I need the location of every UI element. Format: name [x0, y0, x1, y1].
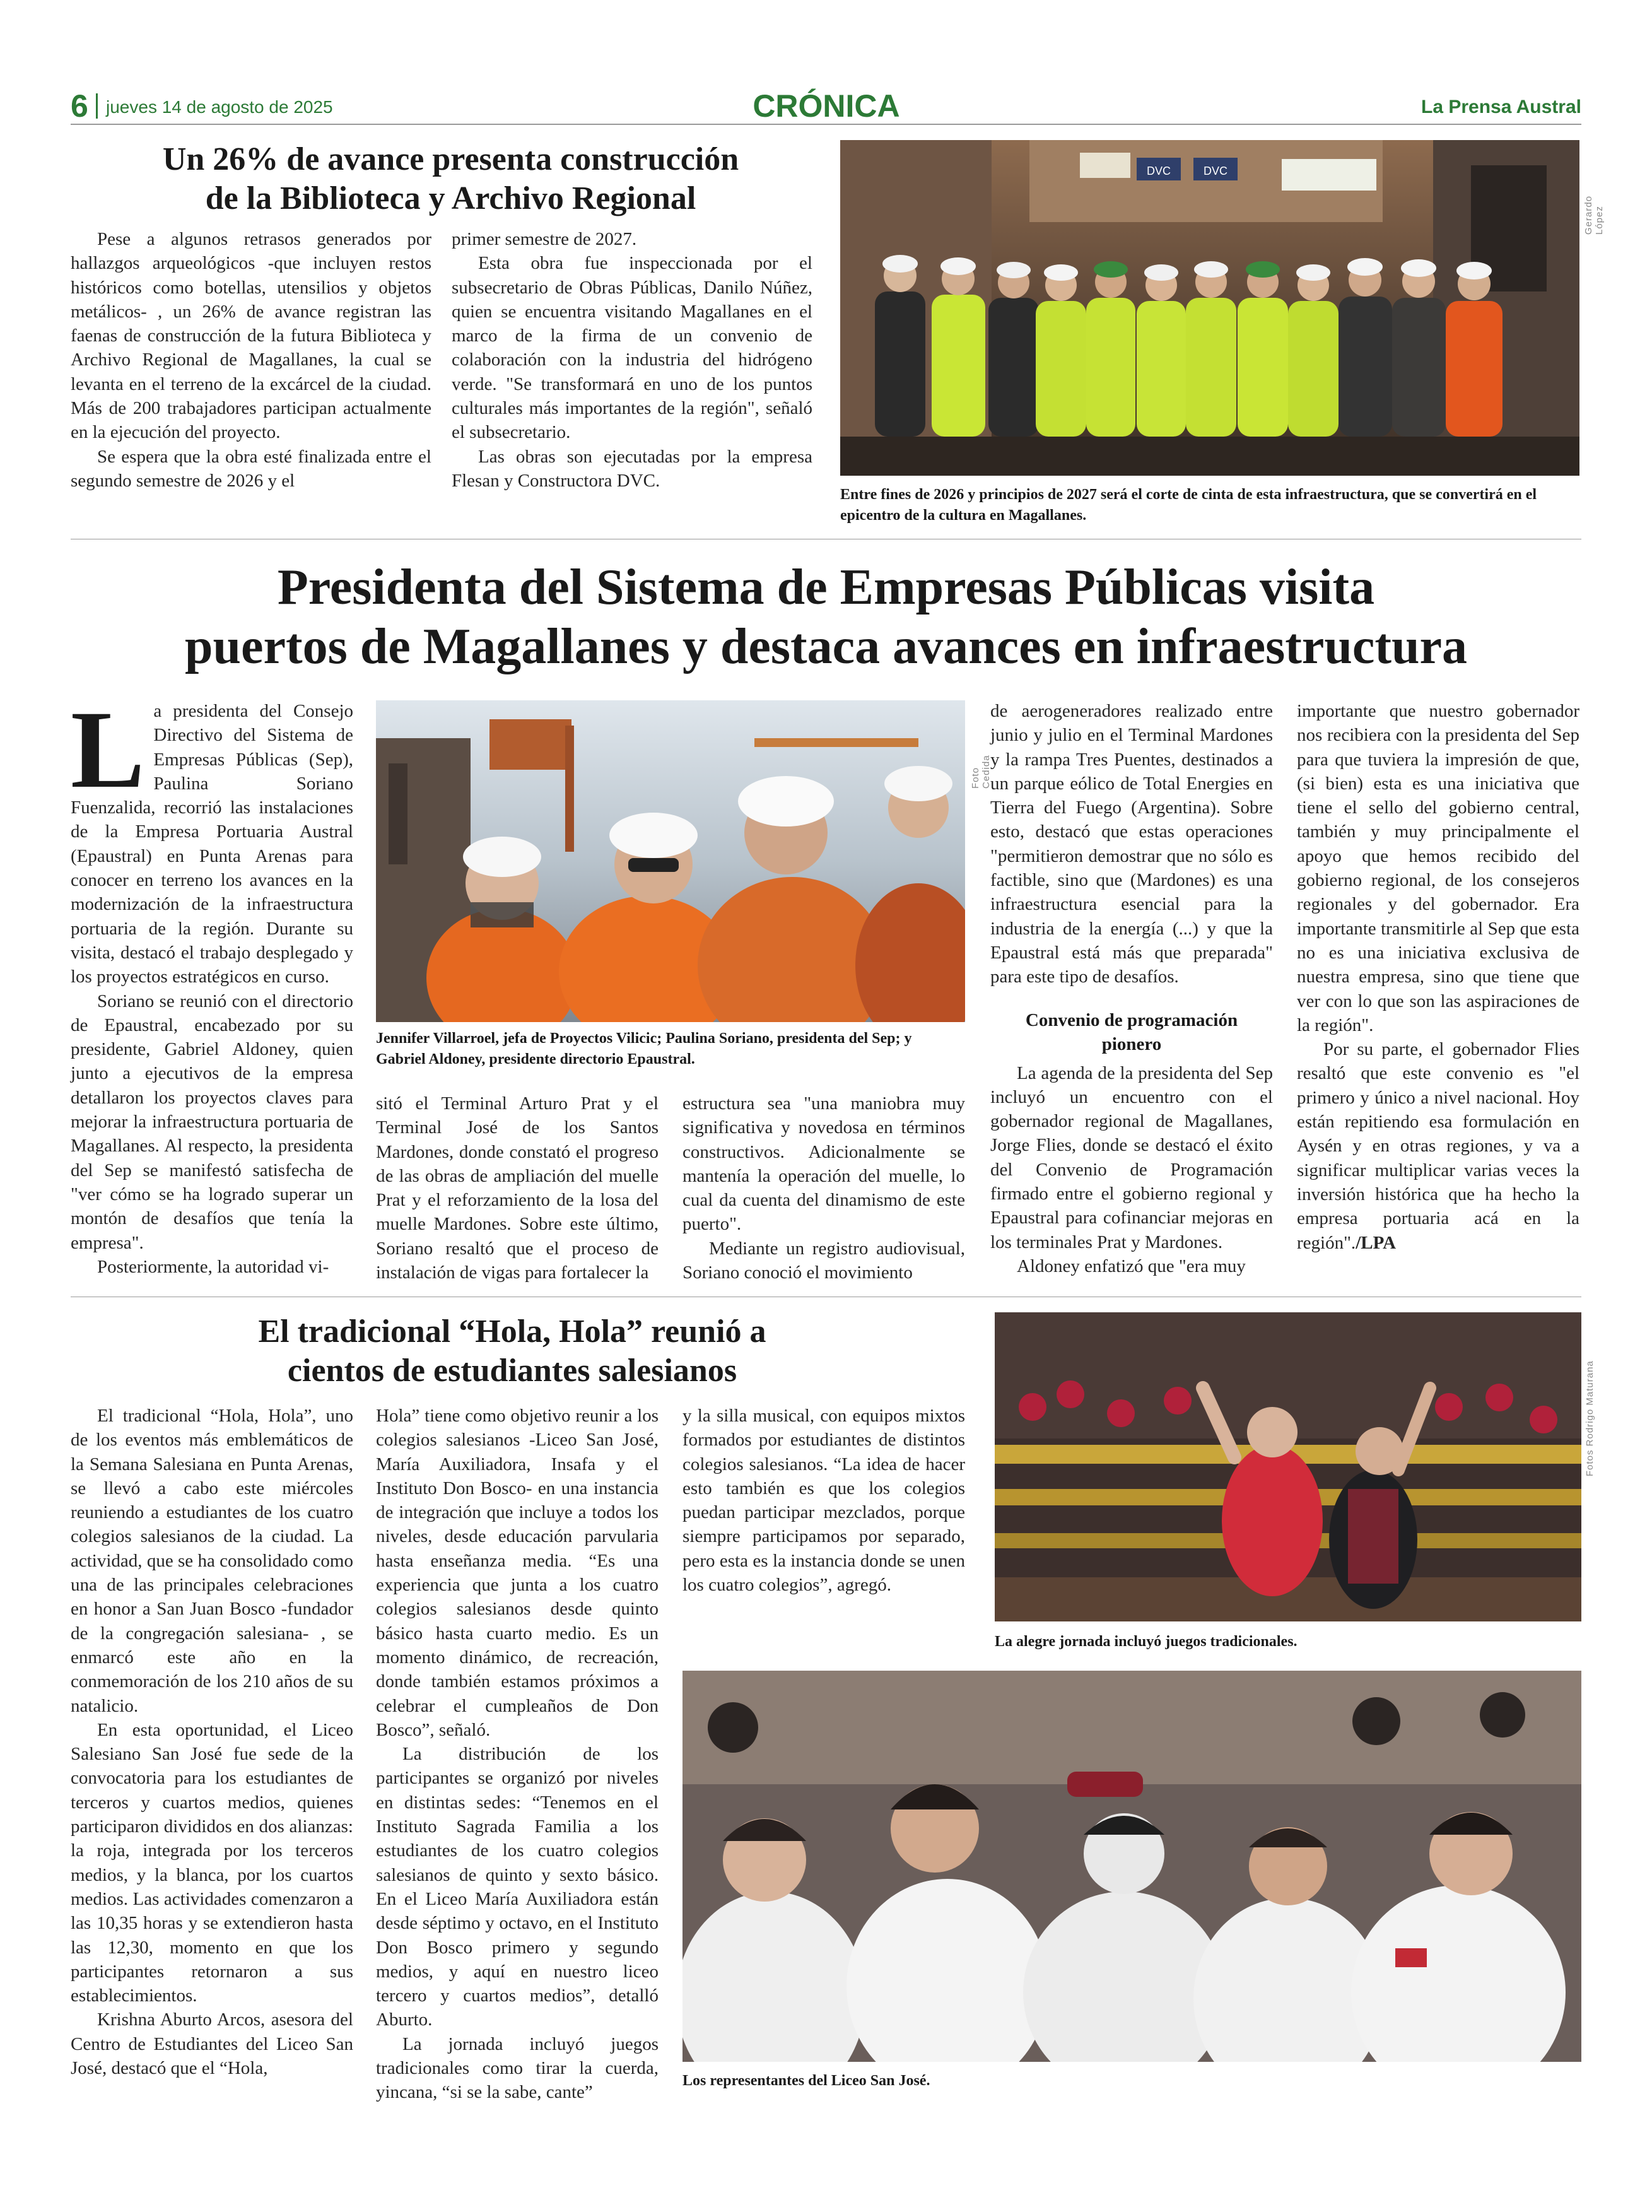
paragraph: Por su parte, el gobernador Flies resaltó que este convenio es "el primero y único a nivel nacional. Hoy están repitiendo esa formulación en Aysén y en otras regiones, y va a significar multiplicar varias veces la inversión histórica que ha hecho la empresa portuaria acá en la región"./LPA [1297, 1039, 1579, 1253]
article3-column-2 [376, 1404, 659, 2105]
paragraph: y la silla musical, con equipos mixtos formados por estudiantes de distintos colegios salesianos. “La idea de hacer esto también es que los colegios puedan participar mezclados, porque siempre participamos por separado, pero esta es la instancia donde se unen los cuatro colegios”, agregó. [682, 1406, 965, 1596]
lead-paragraph: La presidenta del Consejo Directivo del Sistema de Empresas Públicas (Sep), Paulina Soriano Fuenzalida, recorrió las instalaciones de la Empresa Portuaria Austral (Epaustral) en Punta Arenas para conocer en terreno los avances en la modernización de la infraestructura portuaria de la región. Durante su visita, destacó el trabajo desplegado y los proyectos estratégicos en curso. [71, 688, 353, 987]
paragraph: sitó el Terminal Arturo Prat y el Terminal José de los Santos Mardones, donde constató el progreso de las obras de ampliación del muelle Prat y el reforzamiento de la losa del muelle Mardones. Sobre este último, Soriano resaltó que el proceso de instalación de vigas para fortalecer la [376, 1093, 659, 1283]
paragraph: Se espera que la obra esté finalizada entre el segundo semestre de 2026 y el [71, 446, 431, 491]
paragraph: Krishna Aburto Arcos, asesora del Centro de Estudiantes del Liceo San José, destacó que el “Hola, [71, 2009, 353, 2079]
article1-photo-workers [840, 140, 1579, 476]
section-name: CRÓNICA [753, 88, 900, 124]
page-number: 6 [71, 88, 88, 124]
article2-column-1 [71, 688, 353, 1279]
paragraph: Pese a algunos retrasos generados por hallazgos arqueológicos -que incluyen restos históricos como botellas, utensilios y objetos metálicos- , un 26% de avance registran las faenas de construcción de la futura Biblioteca y Archivo Regional de Magallanes, la cual se levanta en el terreno de la excárcel de la ciudad. Más de 200 trabajadores participan actualmente en la ejecución del proyecto. [71, 229, 431, 443]
paragraph: El tradicional “Hola, Hola”, uno de los eventos más emblemáticos de la Semana Salesiana en Punta Arenas, se llevó a cabo este miércoles reuniendo a estudiantes de los cuatro colegios salesianos de la ciudad. La actividad, que se ha consolidado como una de las principales celebraciones en honor a San Juan Bosco -fundador de la congregación salesiana- , se enmarcó este año en la conmemoración de los 210 años de su natalicio. [71, 1406, 353, 1716]
article2-column-2 [376, 1091, 659, 1285]
paragraph: primer semestre de 2027. [452, 229, 637, 249]
paragraph: Aldoney enfatizó que "era muy [1017, 1256, 1246, 1276]
paragraph: En esta oportunidad, el Liceo Salesiano San José fue sede de la convocatoria para los estudiantes de terceros y cuartos medios, quienes participaron divididos en dos alianzas: la roja, integrada por los terceros medios, y la blanca, por los cuartos medios. Las actividades comenzaron a las 10,35 horas y se extendieron hasta las 12,30, momento en que los participantes retornaron a sus establecimientos. [71, 1719, 353, 2006]
article3-column-1 [71, 1404, 353, 2080]
paragraph: La distribución de los participantes se organizó por niveles en distintas sedes: “Tenemos en el Instituto Sagrada Familia a los estudiantes de los cuatro colegios salesianos de quinto y sexto básico. En el Liceo María Auxiliadora están desde séptimo y octavo, en el Instituto Don Bosco primero y segundo medios, y aquí en nuestro liceo tercero y cuartos medios”, detalló Aburto. [376, 1744, 659, 2030]
article1-column-2 [452, 227, 812, 493]
paragraph: importante que nuestro gobernador nos recibiera con la presidenta del Sep para que tuviera la impresión de que, (si bien) esta es una iniciativa que tiene el sello del gobierno central, también y muy principalmente el apoyo que hemos recibido del gobierno regional, de los consejeros regionales y del gobernador. Era importante transmitirle al Sep que esta no es una iniciativa exclusiva de nuestra empresa, sino que tiene que ver con lo que son las aspiraciones de la región". [1297, 701, 1579, 1035]
article2-column-4 [990, 699, 1273, 1278]
photo-credit: Fotos Rodrigo Maturana [1585, 1360, 1595, 1476]
article2-photo-port-visit [376, 700, 965, 1022]
paragraph: Esta obra fue inspeccionada por el subsecretario de Obras Públicas, Danilo Núñez, quien se encuentra visitando Magallanes en el marco de la firma de un convenio de colaboración con la industria del hidrógeno verde. "Se transformará en uno de los puntos culturales más importantes de la región", señaló el subsecretario. [452, 253, 812, 443]
article3-photo1-caption: La alegre jornada incluyó juegos tradicionales. [995, 1633, 1298, 1650]
article1-headline: Un 26% de avance presenta construcción de la Biblioteca y Archivo Regional [162, 141, 739, 216]
paragraph: Hola” tiene como objetivo reunir a los colegios salesianos -Liceo San José, María Auxiliadora, Insafa y el Instituto Don Bosco- en una instancia de integración que incluye a todos los niveles, desde educación parvularia hasta enseñanza media. “Es una experiencia que junta a los cuatro colegios salesianos desde quinto básico hasta cuarto medio. Es un momento dinámico, de recreación, donde también estamos próximos a celebrar el cumpleaños de Don Bosco”, señaló. [376, 1406, 659, 1740]
article3-headline: El tradicional “Hola, Hola” reunió a cientos de estudiantes salesianos [258, 1314, 766, 1389]
paragraph: La agenda de la presidenta del Sep incluyó un encuentro con el gobernador regional de Magallanes, Jorge Flies, donde se destacó el éxito del Convenio de Programación firmado entre el gobierno regional y Epaustral para cofinanciar mejoras en los terminales Prat y Mardones. [990, 1062, 1273, 1252]
paragraph: Soriano se reunió con el directorio de Epaustral, encabezado por su presidente, Gabriel Aldoney, quien junto a ejecutivos de la empresa detallaron los proyectos claves para mejorar la infraestructura portuaria de Magallanes. Al respecto, la presidenta del Sep se manifestó satisfecha de "ver cómo se ha logrado superar un montón de desafíos que tenía la empresa". [71, 991, 353, 1253]
paragraph: Posteriormente, la autoridad vi- [97, 1256, 329, 1277]
header-rule [71, 124, 1581, 125]
drop-cap: L [71, 688, 145, 811]
article3-column-3 [682, 1404, 965, 1597]
article2-headline: Presidenta del Sistema de Empresas Públicas visita puertos de Magallanes y destaca avances en infraestructura [184, 560, 1468, 674]
publication-name: La Prensa Austral [1421, 97, 1581, 117]
photo-credit: Gerardo López [1583, 195, 1605, 235]
article2-photo-caption: Jennifer Villarroel, jefa de Proyectos Vilicic; Paulina Soriano, presidenta del Sep; y Gabriel Aldoney, presidente directorio Epaustral. [376, 1030, 912, 1068]
dvc-sign: DVC [1146, 165, 1171, 177]
signoff: /LPA [1356, 1232, 1397, 1253]
header-divider [96, 93, 98, 119]
subheading: Convenio de programación pionero [1025, 1009, 1238, 1054]
article3-photo-students [682, 1671, 1581, 2062]
issue-date: jueves 14 de agosto de 2025 [106, 97, 333, 117]
paragraph: de aerogeneradores realizado entre junio y julio en el Terminal Mardones y la rampa Tres Puentes, destinados a un parque eólico de Total Energies en Tierra del Fuego (Argentina). Sobre esto, destacó que estas operaciones "permitieron demostrar que no sólo es factible, sino que (Mardones) es una infraestructura esencial para la industria de la energía (...) y que la Epaustral está más que preparada" para este tipo de desafíos. [990, 701, 1273, 987]
article3-photo-gym [995, 1312, 1581, 1621]
article2-column-5 [1297, 699, 1579, 1255]
paragraph: Mediante un registro audiovisual, Soriano conoció el movimiento [682, 1238, 965, 1283]
article2-column-3 [682, 1091, 965, 1285]
paragraph: La jornada incluyó juegos tradicionales como tirar la cuerda, yincana, “si se la sabe, cante” [376, 2033, 659, 2103]
article1-photo-caption: Entre fines de 2026 y principios de 2027 será el corte de cinta de esta infraestructura, que se convertirá en el epicentro de la cultura en Magallanes. [840, 486, 1537, 524]
article3-photo2-caption: Los representantes del Liceo San José. [682, 2073, 930, 2089]
paragraph: estructura sea "una maniobra muy significativa y novedosa en términos constructivos. Adicionalmente se mantenía la operación del muelle, lo cual da cuenta del dinamismo de este puerto". [682, 1093, 965, 1235]
dvc-sign: DVC [1203, 165, 1228, 177]
article1-column-1 [71, 227, 431, 493]
photo-credit: Foto Cedida [970, 755, 992, 789]
paragraph: Las obras son ejecutadas por la empresa Flesan y Constructora DVC. [452, 446, 812, 491]
